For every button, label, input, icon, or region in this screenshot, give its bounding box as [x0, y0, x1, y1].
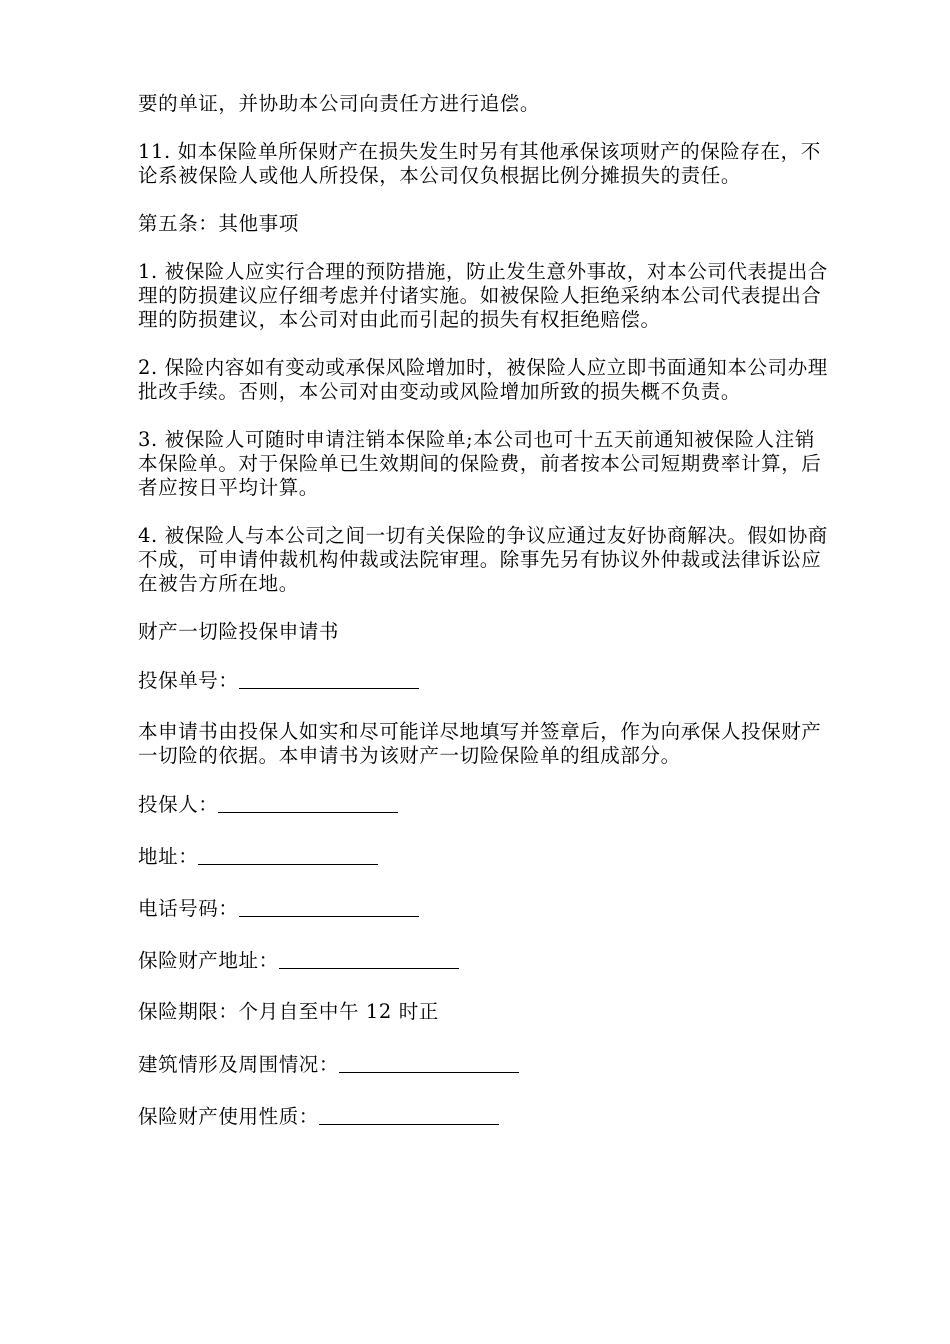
building-condition-label: 建筑情形及周围情况：	[138, 1053, 340, 1076]
policy-number-blank[interactable]	[239, 668, 419, 689]
property-address-label: 保险财产地址：	[138, 949, 279, 972]
policy-number-field	[138, 668, 828, 692]
section-5-item-1: 1. 被保险人应实行合理的预防措施，防止发生意外事故，对本公司代表提出合理的防损建议应仔细考虑并付诸实施。如被保险人拒绝采纳本公司代表提出合理的防损建议，本公司对由此而引起的损失有权拒绝赔偿。	[138, 260, 828, 331]
property-usage-field	[138, 1104, 828, 1128]
form-intro: 本申请书由投保人如实和尽可能详尽地填写并签章后，作为向承保人投保财产一切险的依据。本申请书为该财产一切险保险单的组成部分。	[138, 720, 822, 767]
phone-label: 电话号码：	[138, 897, 239, 920]
paragraph-clause-11: 11. 如本保险单所保财产在损失发生时另有其他承保该项财产的保险存在，不论系被保险人或他人所投保，本公司仅负根据比例分摊损失的责任。	[138, 140, 821, 187]
building-condition-blank[interactable]	[339, 1052, 519, 1073]
building-condition-field	[138, 1052, 828, 1076]
section-5-item-3: 3. 被保险人可随时申请注销本保险单;本公司也可十五天前通知被保险人注销本保险单。对于保险单已生效期间的保险费，前者按本公司短期费率计算，后者应按日平均计算。	[138, 428, 822, 499]
paragraph-claim-documents: 要的单证，并协助本公司向责任方进行追偿。	[138, 92, 541, 115]
insurance-period-field	[138, 1000, 828, 1024]
applicant-field	[138, 792, 828, 816]
phone-blank[interactable]	[239, 896, 419, 917]
form-title: 财产一切险投保申请书	[138, 620, 340, 643]
section-5-item-2: 2. 保险内容如有变动或承保风险增加时，被保险人应立即书面通知本公司办理批改手续。否则，本公司对由变动或风险增加所致的损失概不负责。	[138, 356, 828, 403]
policy-number-label: 投保单号：	[138, 669, 239, 692]
section-5-item-4: 4. 被保险人与本公司之间一切有关保险的争议应通过友好协商解决。假如协商不成，可申请仲裁机构仲裁或法院审理。除事先另有协议外仲裁或法律诉讼应在被告方所在地。	[138, 524, 828, 595]
applicant-blank[interactable]	[218, 792, 398, 813]
address-label: 地址：	[138, 845, 199, 868]
address-blank[interactable]	[198, 844, 378, 865]
property-address-blank[interactable]	[279, 948, 459, 969]
property-usage-label: 保险财产使用性质：	[138, 1105, 319, 1128]
section-5-heading: 第五条：其他事项	[138, 212, 299, 235]
insurance-period-label: 保险期限：个月自至中午 12 时正	[138, 1000, 439, 1023]
phone-field	[138, 896, 828, 920]
address-field	[138, 844, 828, 868]
applicant-label: 投保人：	[138, 793, 219, 816]
property-usage-blank[interactable]	[319, 1104, 499, 1125]
document-body	[138, 92, 828, 1156]
property-address-field	[138, 948, 828, 972]
